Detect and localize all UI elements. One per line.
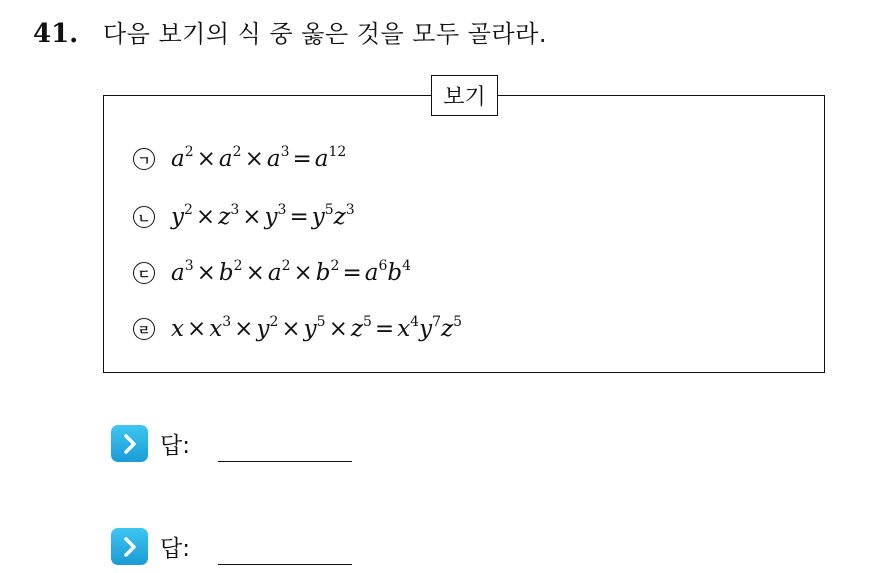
chevron-right-icon: [111, 425, 148, 462]
item-marker: ㄷ: [133, 262, 155, 284]
math-variable: y: [311, 204, 325, 230]
math-variable: z: [218, 204, 231, 230]
math-operator: ×: [245, 260, 265, 286]
math-variable: a: [266, 146, 281, 172]
math-exponent: 5: [453, 314, 463, 330]
math-expression: [171, 260, 411, 286]
math-variable: z: [350, 316, 363, 342]
item-marker: ㄴ: [133, 206, 155, 228]
answer-blank[interactable]: [218, 460, 352, 462]
math-variable: a: [267, 260, 282, 286]
math-variable: z: [441, 316, 454, 342]
math-variable: a: [314, 146, 329, 172]
math-variable: x: [209, 316, 223, 342]
math-exponent: 2: [281, 258, 291, 274]
math-operator: =: [342, 260, 362, 286]
math-variable: a: [364, 260, 379, 286]
math-variable: y: [303, 316, 317, 342]
math-exponent: 2: [330, 258, 340, 274]
math-exponent: 3: [230, 202, 240, 218]
bogi-item-3: [133, 260, 411, 286]
math-operator: ×: [242, 204, 262, 230]
math-operator: =: [374, 316, 395, 342]
math-exponent: 5: [316, 314, 326, 330]
chevron-right-icon: [111, 528, 148, 565]
math-exponent: 3: [280, 144, 290, 160]
math-variable: x: [397, 316, 411, 342]
math-variable: z: [333, 204, 346, 230]
math-operator: ×: [281, 316, 301, 342]
question-header: [33, 14, 547, 49]
math-expression: [171, 146, 346, 172]
math-expression: [171, 204, 355, 230]
math-variable: a: [171, 146, 185, 172]
math-exponent: 5: [362, 314, 372, 330]
math-variable: y: [171, 204, 184, 230]
math-variable: b: [315, 260, 331, 286]
math-operator: ×: [234, 316, 254, 342]
math-exponent: 4: [410, 314, 420, 330]
math-operator: =: [289, 204, 309, 230]
math-variable: y: [419, 316, 433, 342]
math-operator: ×: [328, 316, 348, 342]
question-number: 41.: [33, 19, 79, 49]
math-variable: x: [171, 316, 184, 342]
question-text: 다음 보기의 식 중 옳은 것을 모두 골라라.: [103, 20, 547, 48]
math-exponent: 3: [345, 202, 355, 218]
math-operator: ×: [196, 260, 216, 286]
answer-row-1: [111, 425, 352, 462]
answer-blank[interactable]: [218, 563, 352, 565]
item-marker: ㄹ: [133, 318, 155, 340]
math-expression: [171, 316, 462, 342]
math-exponent: 2: [269, 314, 279, 330]
math-operator: ×: [195, 204, 216, 230]
math-operator: ×: [244, 146, 264, 172]
answer-label: 답:: [160, 536, 190, 562]
math-exponent: 7: [432, 314, 442, 330]
bogi-item-1: [133, 146, 346, 172]
math-exponent: 3: [184, 258, 194, 274]
math-variable: a: [171, 260, 185, 286]
math-variable: a: [218, 146, 233, 172]
math-operator: ×: [186, 316, 207, 342]
math-variable: b: [387, 260, 403, 286]
bogi-item-4: [133, 316, 462, 342]
math-exponent: 2: [232, 144, 242, 160]
bogi-title: 보기: [431, 75, 498, 116]
math-operator: =: [292, 146, 312, 172]
math-operator: ×: [293, 260, 313, 286]
math-exponent: 3: [277, 202, 287, 218]
bogi-item-2: [133, 204, 355, 230]
math-exponent: 2: [184, 202, 193, 218]
math-exponent: 5: [324, 202, 334, 218]
math-exponent: 4: [402, 258, 412, 274]
math-exponent: 2: [184, 144, 194, 160]
math-operator: ×: [196, 146, 216, 172]
math-exponent: 6: [378, 258, 388, 274]
math-variable: b: [218, 260, 234, 286]
math-variable: y: [256, 316, 270, 342]
answer-row-2: [111, 528, 352, 565]
math-exponent: 12: [328, 144, 347, 160]
math-exponent: 2: [233, 258, 243, 274]
item-marker: ㄱ: [133, 148, 155, 170]
math-exponent: 3: [222, 314, 232, 330]
answer-label: 답:: [160, 433, 190, 459]
math-variable: y: [264, 204, 278, 230]
